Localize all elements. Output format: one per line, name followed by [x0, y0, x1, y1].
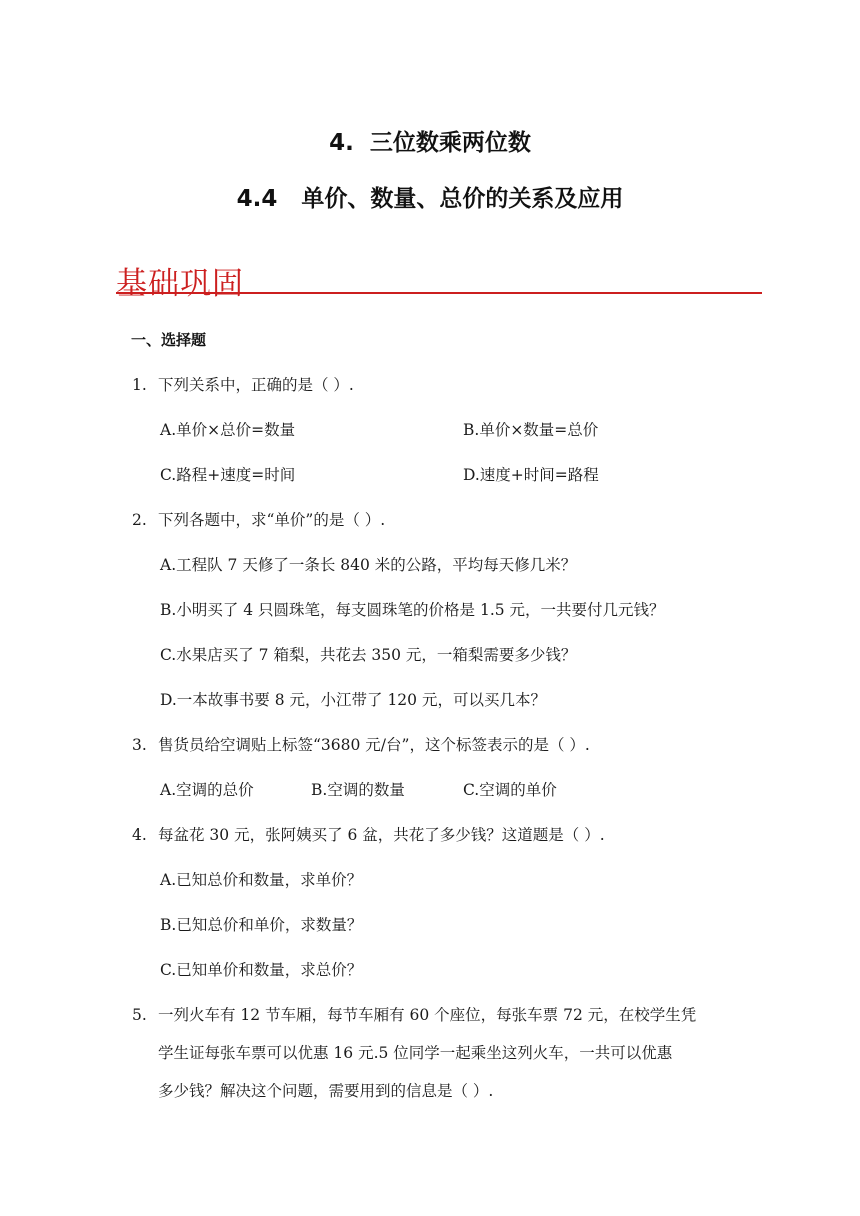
q1-option-b: B.单价×数量=总价 — [463, 421, 599, 439]
question-text: 每盆花 30 元，张阿姨买了 6 盆，共花了多少钱？这道题是（ ）. — [158, 826, 605, 844]
question-text: 下列各题中，求“单价”的是（ ）. — [158, 511, 386, 529]
chapter-title: 4. 三位数乘两位数 — [329, 130, 531, 156]
q3-option-a: A.空调的总价 — [160, 781, 254, 799]
q4-option-b: B.已知总价和单价，求数量？ — [160, 916, 363, 934]
lesson-title: 4.4 单价、数量、总价的关系及应用 — [236, 186, 624, 212]
section-divider — [116, 292, 762, 294]
q2-option-c: C.水果店买了 7 箱梨，共花去 350 元，一箱梨需要多少钱？ — [160, 646, 577, 664]
q1-option-d: D.速度+时间=路程 — [463, 466, 599, 484]
q1-option-a: A.单价×总价=数量 — [160, 421, 296, 439]
question-number: 3. — [132, 736, 147, 754]
q5-text-line-3: 多少钱？解决这个问题，需要用到的信息是（ ）. — [158, 1082, 494, 1100]
question-text: 下列关系中，正确的是（ ）. — [158, 376, 354, 394]
question-number: 1. — [132, 376, 147, 394]
q3-option-b: B.空调的数量 — [311, 781, 405, 799]
q2-option-a: A.工程队 7 天修了一条长 840 米的公路，平均每天修几米？ — [160, 556, 577, 574]
q5-text-line-2: 学生证每张车票可以优惠 16 元.5 位同学一起乘坐这列火车，一共可以优惠 — [158, 1044, 673, 1062]
q4-option-a: A.已知总价和数量，求单价？ — [160, 871, 363, 889]
section-heading: 基础巩固 — [116, 266, 244, 302]
question-number: 2. — [132, 511, 147, 529]
q5-text-line-1: 一列火车有 12 节车厢，每节车厢有 60 个座位，每张车票 72 元，在校学生凭 — [158, 1006, 697, 1024]
q3-option-c: C.空调的单价 — [463, 781, 557, 799]
part-heading: 一、选择题 — [131, 331, 207, 349]
question-number: 4. — [132, 826, 147, 844]
q2-option-b: B.小明买了 4 只圆珠笔，每支圆珠笔的价格是 1.5 元，一共要付几元钱？ — [160, 601, 665, 619]
q2-option-d: D.一本故事书要 8 元，小江带了 120 元，可以买几本？ — [160, 691, 546, 709]
q1-option-c: C.路程+速度=时间 — [160, 466, 296, 484]
q4-option-c: C.已知单价和数量，求总价？ — [160, 961, 363, 979]
question-text: 售货员给空调贴上标签“3680 元/台”，这个标签表示的是（ ）. — [158, 736, 590, 754]
question-number: 5. — [132, 1006, 147, 1024]
